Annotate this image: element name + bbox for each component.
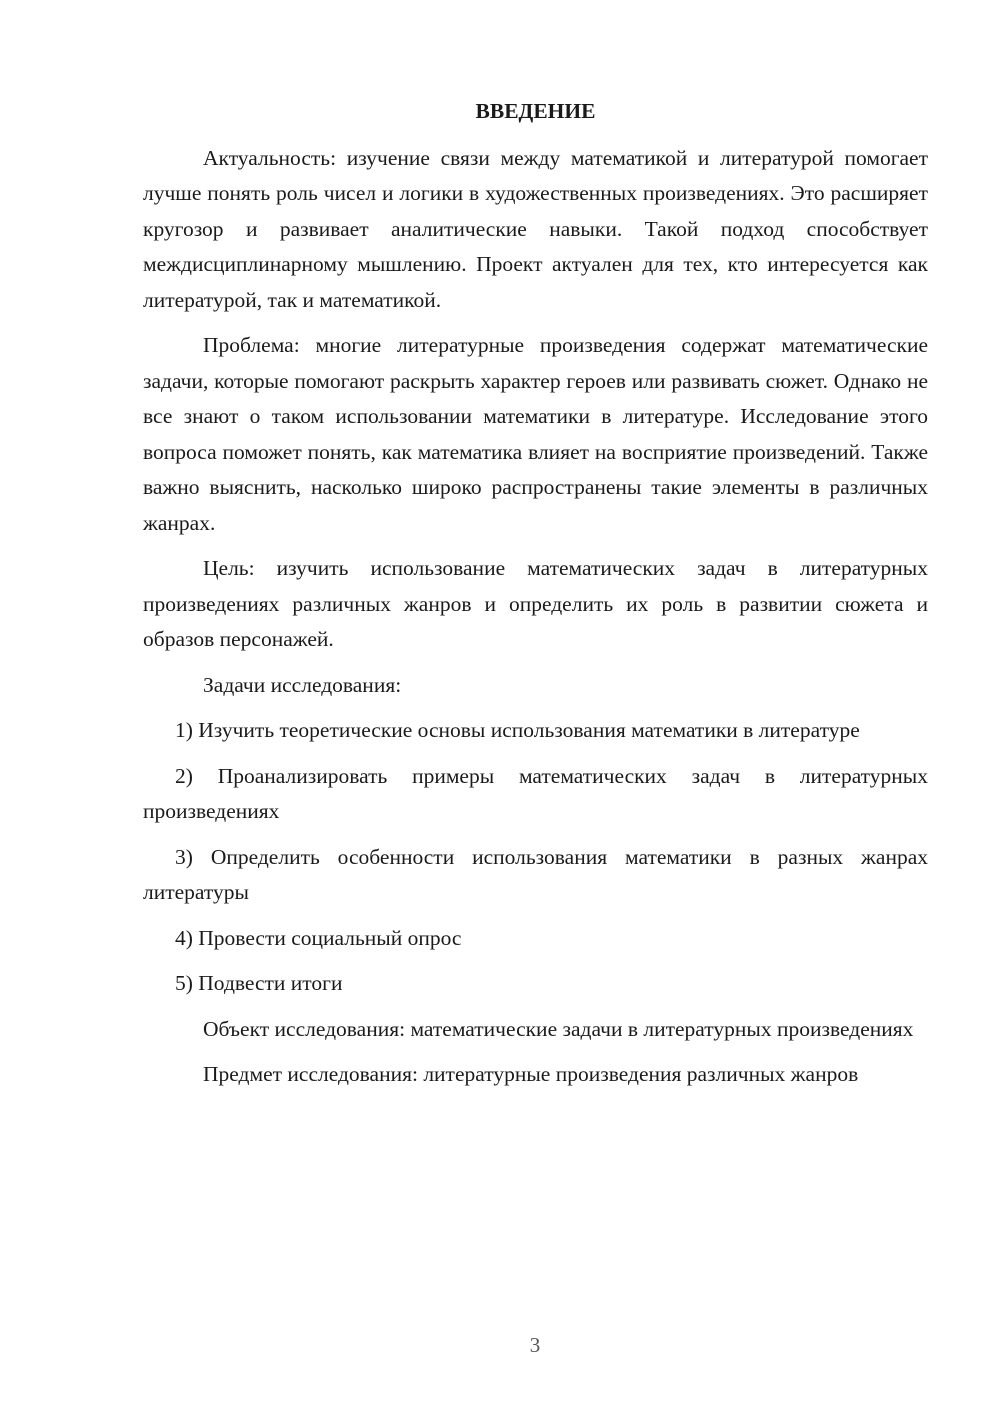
object-paragraph: Объект исследования: математические задачи в литературных произведениях — [203, 1016, 914, 1041]
goal-paragraph: Цель: изучить использование математических задач в литературных произведениях различных жанров и определить их роль в развитии сюжета и образов персонажей. — [143, 556, 928, 651]
task-item-4: 4) Провести социальный опрос — [175, 925, 462, 950]
tasks-heading: Задачи исследования: — [203, 672, 402, 697]
tasks-list — [143, 713, 928, 1002]
problem-paragraph: Проблема: многие литературные произведения содержат математические задачи, которые помогают раскрыть характер героев или развивать сюжет. Однако не все знают о таком использовании математики в литературе. Исследование этого вопроса поможет понять, как математика влияет на восприятие произведений. Также важно выяснить, насколько широко распространены такие элементы в различных жанрах. — [143, 333, 928, 535]
page-number: 3 — [529, 1333, 541, 1357]
subject-paragraph: Предмет исследования: литературные произведения различных жанров — [203, 1062, 859, 1086]
task-item-2: 2) Проанализировать примеры математических задач в литературных произведениях — [143, 763, 928, 823]
page-title: ВВЕДЕНИЕ — [475, 99, 596, 123]
document-page — [143, 94, 928, 1103]
task-item-1: 1) Изучить теоретические основы использования математики в литературе — [175, 718, 860, 742]
task-item-3: 3) Определить особенности использования математики в разных жанрах литературы — [143, 844, 928, 904]
task-item-5: 5) Подвести итоги — [175, 971, 343, 995]
relevance-paragraph: Актуальность: изучение связи между математикой и литературой помогает лучше понять роль чисел и логики в художественных произведениях. Это расширяет кругозор и развивает аналитические навыки. Такой подход способствует междисциплинарному мышлению. Проект актуален для тех, кто интересуется как литературой, так и математикой. — [143, 145, 928, 312]
